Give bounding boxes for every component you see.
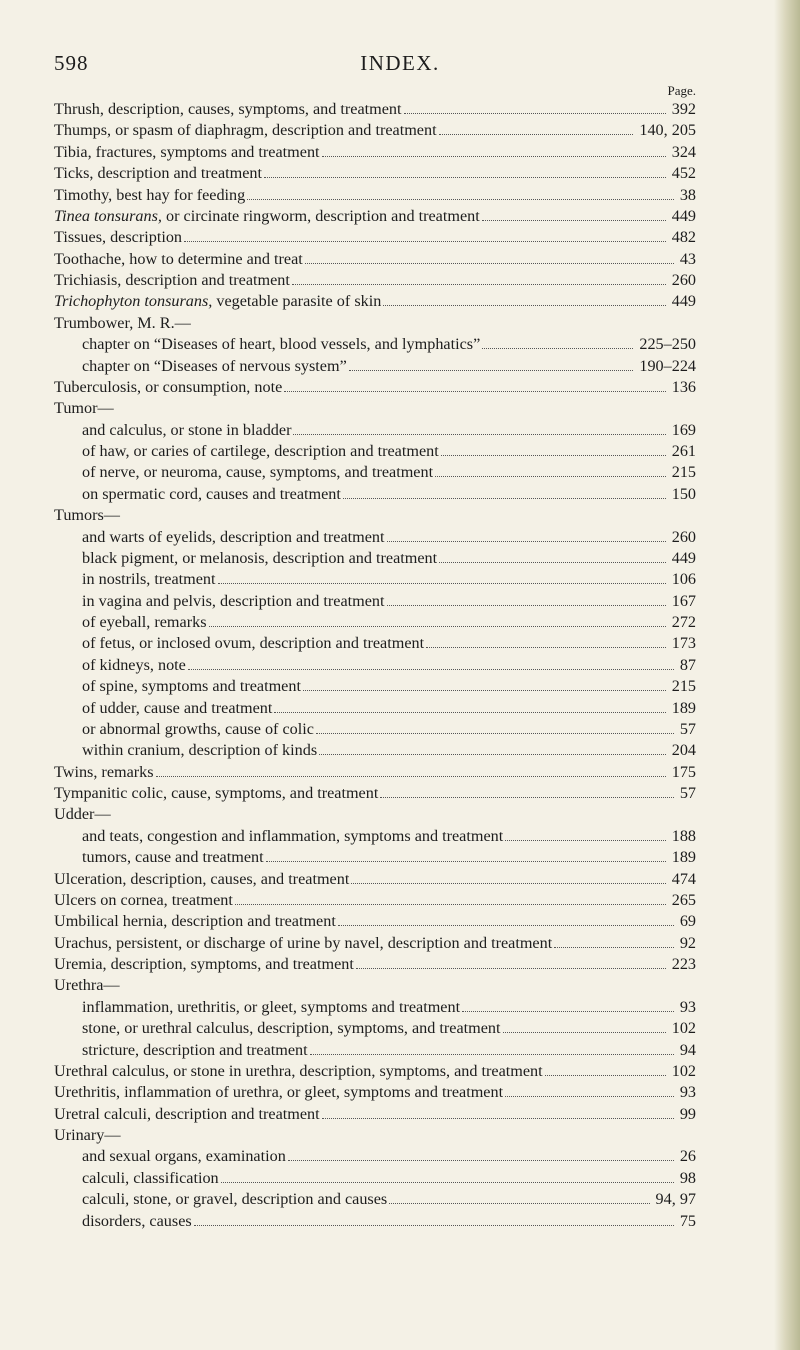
entry-term: Urethra— [54,976,120,995]
entry-term: Ulcers on cornea, treatment [54,890,233,909]
entry-page: 106 [671,570,696,589]
index-entry [54,804,696,825]
entry-term: Urachus, persistent, or discharge of urine by navel, description and treatment [54,933,553,952]
index-list [54,99,696,1232]
index-entry [54,185,696,206]
index-entry [54,975,696,996]
entry-page: 260 [671,527,696,546]
dot-leader [462,1011,674,1012]
entry-term: and warts of eyelids, description and treatment [82,527,385,546]
entry-page: 188 [671,826,696,845]
index-subentry [54,591,696,612]
entry-page: 93 [679,1083,696,1102]
dot-leader [184,241,666,242]
entry-term: Tympanitic colic, cause, symptoms, and treatment [54,784,379,802]
index-entry [54,206,696,227]
entry-page: 223 [671,955,696,973]
entry-term: stone, or urethral calculus, description, symptoms, and treatment [82,1019,501,1038]
entry-term: Tumors— [54,506,120,525]
entry-term: of spine, symptoms and treatment [82,677,301,696]
dot-leader [292,284,666,285]
dot-leader [383,305,665,306]
entry-term: Urinary— [54,1126,121,1144]
entry-page: 189 [671,698,696,717]
entry-page: 190–224 [639,356,696,375]
entry-page: 392 [671,100,696,118]
dot-leader [505,840,665,841]
entry-page: 26 [679,1147,696,1166]
entry-term-italic: Tinea tonsurans, [54,206,162,225]
entry-term: of eyeball, remarks [82,613,207,631]
entry-page: 136 [671,377,696,396]
entry-term: Umbilical hernia, description and treatment [54,912,336,931]
dot-leader [380,797,673,798]
entry-page: 265 [671,890,696,909]
dot-leader [194,1225,674,1226]
entry-term: within cranium, description of kinds [82,741,318,760]
index-subentry [54,569,696,590]
index-subentry [54,740,696,761]
index-entry [54,933,696,954]
index-entry [54,1061,696,1082]
running-head: INDEX. [360,51,440,75]
entry-term: chapter on “Diseases of heart, blood vessels, and lymphatics” [82,335,481,354]
index-entry [54,783,696,804]
index-subentry [54,548,696,569]
entry-term: disorders, causes [82,1211,192,1230]
index-subentry [54,1040,696,1061]
entry-page: 167 [671,591,696,610]
dot-leader [482,348,633,349]
entry-term: Urethritis, inflammation of urethra, or gleet, symptoms and treatment [54,1083,504,1102]
entry-page: 87 [679,655,696,674]
index-subentry [54,334,696,355]
index-entry [54,890,696,911]
index-entry [54,313,696,334]
index-entry [54,1125,696,1146]
entry-page: 272 [671,613,696,631]
entry-page: 261 [671,442,696,460]
entry-page: 173 [671,634,696,653]
index-subentry [54,527,696,548]
entry-term: of fetus, or inclosed ovum, description and treatment [82,634,425,653]
dot-leader [426,647,666,648]
entry-term: Tumor— [54,399,114,418]
entry-page: 43 [679,249,696,268]
index-subentry [54,462,696,483]
entry-page: 225–250 [639,335,696,354]
dot-leader [404,113,666,114]
entry-term: Uretral calculi, description and treatment [54,1104,320,1123]
dot-leader [288,1160,674,1161]
index-entry [54,291,696,312]
entry-term: in nostrils, treatment [82,570,216,589]
entry-page: 75 [679,1211,696,1230]
entry-page: 102 [671,1061,696,1080]
dot-leader [274,712,665,713]
entry-page: 215 [671,677,696,696]
entry-term: chapter on “Diseases of nervous system” [82,356,347,375]
index-subentry [54,997,696,1018]
entry-term [54,291,381,312]
entry-term: Urethral calculus, or stone in urethra, description, symptoms, and treatment [54,1061,543,1080]
dot-leader [441,455,666,456]
entry-term: Tibia, fractures, symptoms and treatment [54,142,320,161]
dot-leader [305,263,674,264]
entry-term: Ticks, description and treatment [54,164,263,183]
dot-leader [209,626,666,627]
index-entry [54,120,696,141]
entry-page: 474 [671,869,696,888]
dot-leader [387,605,666,606]
index-entry [54,99,696,120]
entry-term: inflammation, urethritis, or gleet, symptoms and treatment [82,997,461,1016]
dot-leader [387,541,666,542]
index-entry [54,377,696,398]
dot-leader [435,476,666,477]
entry-term: Trichiasis, description and treatment [54,271,290,289]
entry-page: 69 [679,912,696,931]
page-edge-shadow [774,0,800,1350]
index-subentry [54,655,696,676]
entry-term-rest: vegetable parasite of skin [212,292,382,311]
index-entry [54,911,696,932]
dot-leader [338,925,674,926]
index-subentry [54,1189,696,1210]
index-entry [54,227,696,248]
dot-leader [322,156,666,157]
entry-term: of haw, or caries of cartilege, description and treatment [82,442,439,460]
entry-term: Twins, remarks [54,762,154,781]
dot-leader [343,498,666,499]
dot-leader [188,669,674,670]
entry-term: or abnormal growths, cause of colic [82,719,314,738]
entry-term: Timothy, best hay for feeding [54,185,246,204]
index-subentry [54,698,696,719]
entry-term: of udder, cause and treatment [82,698,273,717]
index-entry [54,142,696,163]
index-subentry [54,826,696,847]
page-column-label: Page. [667,83,696,98]
dot-leader [264,177,666,178]
entry-term: Thrush, description, causes, symptoms, and treatment [54,100,402,118]
dot-leader [389,1203,649,1204]
index-entry [54,163,696,184]
entry-term: black pigment, or melanosis, description and treatment [82,548,438,567]
entry-term: tumors, cause and treatment [82,848,264,867]
entry-page: 449 [671,292,696,311]
entry-term: Toothache, how to determine and treat [54,249,303,268]
dot-leader [266,861,666,862]
dot-leader [322,1118,674,1119]
dot-leader [351,883,665,884]
entry-page: 93 [679,997,696,1016]
entry-term-rest: or circinate ringworm, description and treatment [161,206,480,225]
index-entry [54,762,696,783]
index-entry [54,270,696,291]
entry-term: Tissues, description [54,228,183,247]
dot-leader [349,370,634,371]
entry-page: 150 [671,484,696,503]
entry-page: 169 [671,420,696,439]
entry-page: 449 [671,548,696,567]
entry-term: Ulceration, description, causes, and treatment [54,869,350,888]
entry-page: 102 [671,1019,696,1038]
index-entry [54,869,696,890]
dot-leader [439,562,666,563]
dot-leader [284,391,665,392]
index-entry [54,398,696,419]
dot-leader [218,583,666,584]
entry-page: 204 [671,741,696,760]
entry-term-italic: Trichophyton tonsurans, [54,292,213,311]
index-entry [54,1104,696,1125]
index-subentry [54,676,696,697]
entry-page: 140, 205 [639,121,696,140]
entry-page: 189 [671,848,696,867]
index-entry [54,954,696,975]
index-subentry [54,356,696,377]
entry-page: 57 [679,784,696,802]
entry-page: 99 [679,1104,696,1123]
entry-term: Udder— [54,805,111,824]
dot-leader [235,904,666,905]
entry-page: 324 [671,142,696,161]
dot-leader [356,968,666,969]
entry-term: of nerve, or neuroma, cause, symptoms, and treatment [82,463,434,482]
entry-term: and calculus, or stone in bladder [82,420,292,439]
entry-page: 94, 97 [655,1190,696,1209]
entry-page: 57 [679,719,696,738]
index-entry [54,505,696,526]
entry-term: in vagina and pelvis, description and treatment [82,591,385,610]
index-subentry [54,1018,696,1039]
index-subentry [54,441,696,462]
dot-leader [316,733,674,734]
entry-page: 94 [679,1040,696,1059]
entry-page: 92 [679,933,696,952]
index-subentry [54,420,696,441]
dot-leader [554,947,674,948]
index-entry [54,1082,696,1103]
dot-leader [310,1054,674,1055]
entry-page: 449 [671,206,696,225]
index-subentry [54,1146,696,1167]
index-subentry [54,484,696,505]
dot-leader [482,220,666,221]
dot-leader [319,754,666,755]
dot-leader [303,690,666,691]
index-subentry [54,633,696,654]
dot-leader [503,1032,666,1033]
dot-leader [156,776,666,777]
entry-page: 482 [671,228,696,247]
entry-page: 215 [671,463,696,482]
entry-term: stricture, description and treatment [82,1040,308,1059]
entry-term: calculi, stone, or gravel, description and causes [82,1190,388,1209]
entry-term: calculi, classification [82,1168,219,1187]
entry-term: and teats, congestion and inflammation, symptoms and treatment [82,826,504,845]
entry-term: and sexual organs, examination [82,1147,286,1166]
entry-term: Uremia, description, symptoms, and treatment [54,955,354,973]
entry-page: 260 [671,271,696,289]
index-subentry [54,719,696,740]
index-subentry [54,847,696,868]
entry-term: of kidneys, note [82,655,186,674]
entry-term: on spermatic cord, causes and treatment [82,484,341,503]
dot-leader [247,199,674,200]
dot-leader [221,1182,674,1183]
dot-leader [505,1096,674,1097]
entry-page: 452 [671,164,696,183]
entry-term [54,206,480,227]
dot-leader [439,134,634,135]
entry-term: Tuberculosis, or consumption, note [54,377,283,396]
entry-page: 175 [671,762,696,781]
entry-page: 38 [679,185,696,204]
dot-leader [293,434,665,435]
page-number: 598 [54,51,89,75]
entry-page: 98 [679,1168,696,1187]
index-subentry [54,612,696,633]
entry-term: Trumbower, M. R.— [54,313,191,332]
index-subentry [54,1168,696,1189]
index-entry [54,249,696,270]
entry-term: Thumps, or spasm of diaphragm, description and treatment [54,121,437,140]
index-subentry [54,1211,696,1232]
dot-leader [545,1075,666,1076]
